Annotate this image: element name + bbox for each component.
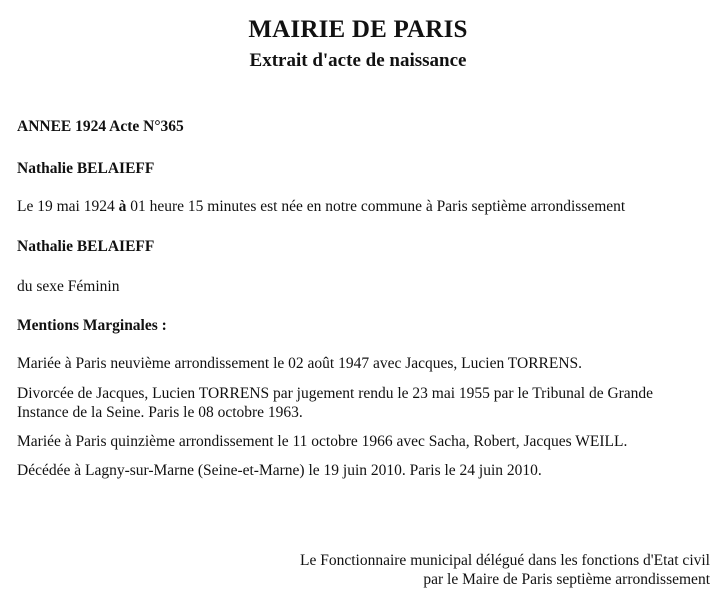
- mentions-heading: Mentions Marginales :: [17, 317, 167, 334]
- birth-a-bold: à: [118, 198, 127, 215]
- person-name-second: Nathalie BELAIEFF: [17, 238, 155, 255]
- document-title: MAIRIE DE PARIS: [248, 16, 468, 43]
- mention-marriage-2: Mariée à Paris quinzième arrondissement le 11 octobre 1966 avec Sacha, Robert, Jacques WEILL.: [17, 433, 628, 450]
- sex-statement: du sexe Féminin: [17, 278, 120, 295]
- mention-death: Décédée à Lagny-sur-Marne (Seine-et-Marne) le 19 juin 2010. Paris le 24 juin 2010.: [17, 462, 542, 479]
- birth-date-text: Le 19 mai 1924: [17, 198, 119, 215]
- year-act-number: ANNEE 1924 Acte N°365: [17, 118, 184, 135]
- signature-line-1: Le Fonctionnaire municipal délégué dans les fonctions d'Etat civil: [300, 552, 710, 569]
- document-subtitle: Extrait d'acte de naissance: [249, 50, 467, 71]
- signature-line-2: par le Maire de Paris septième arrondissement: [423, 571, 710, 588]
- birth-details-text: 01 heure 15 minutes est née en notre commune à Paris septième arrondissement: [126, 198, 626, 215]
- mention-divorce: Divorcée de Jacques, Lucien TORRENS par jugement rendu le 23 mai 1955 par le Tribunal de Grande Instance de la Seine. Paris le 08 octobre 1963.: [17, 385, 654, 421]
- mention-marriage-1: Mariée à Paris neuvième arrondissement le 02 août 1947 avec Jacques, Lucien TORRENS.: [17, 355, 583, 372]
- person-name-first: Nathalie BELAIEFF: [17, 160, 155, 177]
- birth-statement: [17, 198, 625, 216]
